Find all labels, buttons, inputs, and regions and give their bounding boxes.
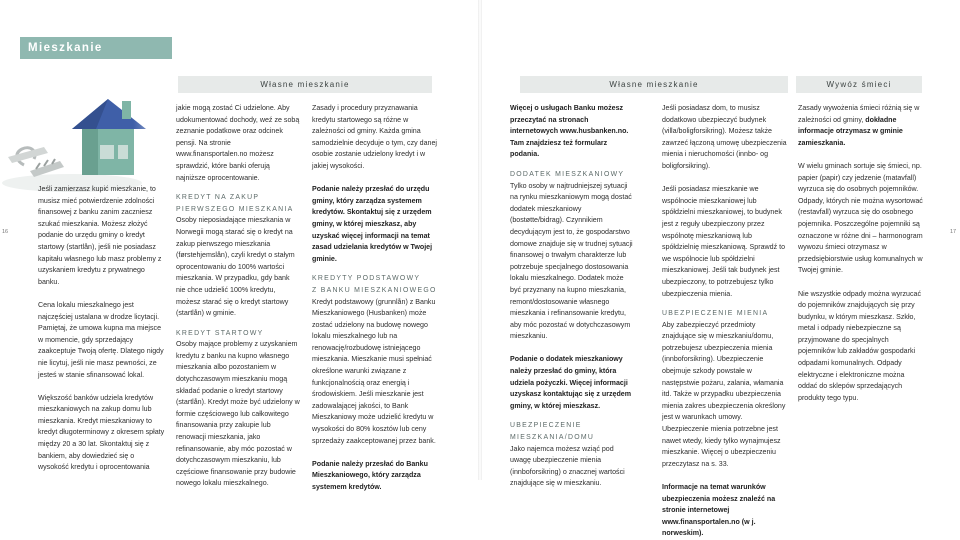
subheading: KREDYT NA ZAKUP [176, 194, 260, 202]
section-title: Mieszkanie [20, 37, 172, 59]
subheading: Z BANKU MIESZKANIOWEGO [312, 286, 437, 294]
text-column-5 [662, 103, 790, 540]
paragraph: Podanie należy przesłać do urzędu gminy, który zarządza systemem kredytów. Skontaktuj się z urzędem gminy, w której mieszkasz, aby uzyskać więcej informacji na temat zasad udzielania kredytów w Twojej gminie. [312, 185, 433, 263]
right-page [480, 0, 960, 538]
subheading: UBEZPIECZENIE MIENIA [662, 310, 769, 318]
paragraph: jakie mogą zostać Ci udzielone. Aby udokumentować dochody, weź ze sobą zeznanie podatkowe oraz odcinek pensji. Na stronie www.finansportalen.no możesz sprawdzić, które banki oferują najniższe oprocentowanie. [176, 104, 300, 182]
page-number-right: 17 [950, 229, 957, 235]
paragraph: Jeśli zamierzasz kupić mieszkanie, to musisz mieć potwierdzenie zdolności finansowej z banku zanim zaczniesz szukać mieszkania. Możesz złożyć podanie do urzędu gminy o kredyt startowy (startlån), jeśli nie posiadasz kapitału własnego lub masz problemy z uzyskaniem kredytu z prywatnego banku. [38, 185, 162, 286]
paragraph: Zasady wywożenia śmieci różnią się w zależności od gminy, dokładne informacje otrzymasz w gminie zamieszkania. [798, 104, 920, 147]
text-column-4 [510, 103, 634, 490]
paragraph: Podanie o dodatek mieszkaniowy należy przesłać do gminy, która udziela pożyczki. Więcej informacji uzyskasz kontaktując się z urzędem gminy, w której mieszkasz. [510, 355, 632, 410]
left-page [0, 0, 480, 491]
paragraph: Jako najemca możesz wziąć pod uwagę ubezpieczenie mienia (innboforsikring) o znacznej wartości znajdujące się w mieszkaniu. [510, 444, 625, 488]
text-column-1 [38, 184, 166, 474]
column-header-waste-disposal: Wywóz śmieci [796, 76, 922, 93]
text-column-6 [798, 103, 924, 404]
paragraph: Osoby mające problemy z uzyskaniem kredytu z banku na kupno własnego mieszkania albo pozostaniem w dotychczasowym mieszkaniu mogą składać podanie o kredyt startowy (startlån). Kredyt może być udzielony w formie częściowego lub całkowitego finansowania przy zakupie lub renowacji mieszkania, jako refinansowanie, aby móc pozostać w dotychczasowym mieszkaniu, lub częściowe finansowanie przy budowie nowego lokalu mieszkalnego. [176, 340, 300, 488]
paragraph: Podanie należy przesłać do Banku Mieszkaniowego, który zarządza systemem kredytów. [312, 459, 428, 491]
paragraph: Aby zabezpieczyć przedmioty znajdujące się w mieszkaniu/domu, potrzebujesz ubezpieczenia mienia (innboforsikring). Ubezpieczenie obejmuje szkody powstałe w następstwie pożaru, zalania, włamania itd. Także w przypadku ubezpieczenia mienia zakres ubezpieczenia określony jest w warunkach umowy. Ubezpieczenie mienia potrzebne jest nawet wtedy, kiedy tylko wynajmujesz mieszkanie. Więcej o ubezpieczeniu przeczytasz na s. 33. [662, 320, 786, 468]
page-number-left: 16 [2, 229, 9, 235]
paragraph: Informacje na temat warunków ubezpieczenia możesz znaleźć na stronie internetowej www.finansportalen.no (w j. norweskim). [662, 483, 776, 538]
paragraph: Więcej o usługach Banku możesz przeczytać na stronach internetowych www.husbanken.no. Tam znajdziesz też formularz podania. [510, 104, 629, 159]
subheading: UBEZPIECZENIE [510, 422, 582, 430]
column-header-own-housing: Własne mieszkanie [520, 76, 788, 93]
subheading: KREDYT STARTOWY [176, 329, 264, 337]
paragraph: Tylko osoby w najtrudniejszej sytuacji na rynku mieszkaniowym mogą dostać dodatek mieszkaniowy (bostøtte/bidrag). Czynnikiem decydującym jest to, że gospodarstwo domowe znajduje się w trudnej sytuacji finansowej o trwałym charakterze lub potrzebuje specjalnego dostosowania lokalu mieszkalnego. Dodatek może być przyznany na kupno mieszkania, remont/dostosowanie własnego mieszkania i refinansowanie kredytu, aby móc pozostać w dotychczasowym mieszkaniu. [510, 181, 633, 341]
text-column-2 [176, 103, 300, 490]
paragraph: Jeśli posiadasz dom, to musisz dodatkowo ubezpieczyć budynek (villa/boligforsikring). Możesz także zawrzeć łączoną umowę ubezpieczenia mienia i nieruchomości (innbo- og boligforsikring). [662, 104, 787, 170]
paragraph: Zasady i procedury przyznawania kredytu startowego są różne w zależności od gminy. Każda gmina samodzielnie decyduje o tym, czy danej osobie zostanie udzielony kredyt i w jakiej wysokości. [312, 104, 437, 170]
column-header-own-housing: Własne mieszkanie [178, 76, 432, 93]
paragraph: Jeśli posiadasz mieszkanie we wspólnocie mieszkaniowej lub spółdzielni mieszkaniowej, to budynek jest z reguły ubezpieczony przez wspólnotę mieszkaniową lub spółdzielnię mieszkaniową. Sprawdź to we wspólnocie lub spółdzielni mieszkaniowej. Jeśli tak budynek jest ubezpieczony, to potrzebujesz tylko ubezpieczenia mienia. [662, 185, 786, 298]
subheading: DODATEK MIESZKANIOWY [510, 170, 625, 178]
paragraph: W wielu gminach sortuje się śmieci, np. papier (papir) czy jedzenie (matavfall) wyrzuca się do osobnych pojemników. Odpady, których nie można wysortować (restavfall) wyrzuca się do osobnego pojemnika. Poszczególne pojemniki są oznaczone w różne dni – harmonogram wywozu śmieci otrzymasz w przedsiębiorstwie usług komunalnych w Twojej gminie. [798, 161, 923, 275]
paragraph: Cena lokalu mieszkalnego jest najczęściej ustalana w drodze licytacji. Pamiętaj, że umowa kupna ma miejsce w momencie, gdy sprzedający zaakceptuje Twoją ofertę. Dlatego nigdy nie licytuj, jeśli nie masz pewności, ze jesteś w stanie sfinansować lokal. [38, 300, 164, 379]
text-column-3 [312, 103, 438, 494]
paragraph: Nie wszystkie odpady można wyrzucać do pojemników znajdujących się przy budynku, w którym mieszkasz. Szkło, metal i odpady niebezpieczne są przyjmowane do specjalnych pojemników lub zakładów gospodarki odpadami komunalnych. Odpady elektryczne i elektroniczne można oddać do sklepów sprzedających produkty tego typu. [798, 289, 922, 402]
subheading: MIESZKANIA/DOMU [510, 434, 595, 442]
house-and-keys-illustration [0, 95, 178, 195]
paragraph: Większość banków udziela kredytów mieszkaniowych na zakup domu lub mieszkania. Kredyt mieszkaniowy to kredyt długoterminowy z okresem spłaty między 20 a 30 lat. Skontaktuj się z bankiem, aby dowiedzieć się o wysokość kredytu i oprocentowania [38, 393, 165, 472]
subheading: PIERWSZEGO MIESZKANIA [176, 205, 294, 213]
subheading: KREDYTY PODSTAWOWY [312, 275, 421, 283]
paragraph: Kredyt podstawowy (grunnlån) z Banku Mieszkaniowego (Husbanken) może zostać udzielony na budowę nowego lokalu mieszkalnego lub na renowację/rozbudowę istniejącego mieszkania. Mieszkanie musi spełniać określone warunki związane z funkcjonalnością oraz energią i środowiskiem. Jeśli mieszkanie jest zadowalającej jakości, to Bank Mieszkaniowy może udzielić kredytu w wysokości do 80% kosztów lub ceny sprzedaży zaakceptowanej przez bank. [312, 297, 436, 445]
paragraph: Osoby nieposiadające mieszkania w Norwegii mogą starać się o kredyt na zakup pierwszego mieszkania (førstehjemslån), czyli kredyt o stałym oprocentowaniu do 100% wartości mieszkania. W przypadku, gdy bank nie chce udzielić 100% kredytu, możesz starać się o kredyt startowy (startlån) w gminie. [176, 216, 295, 318]
